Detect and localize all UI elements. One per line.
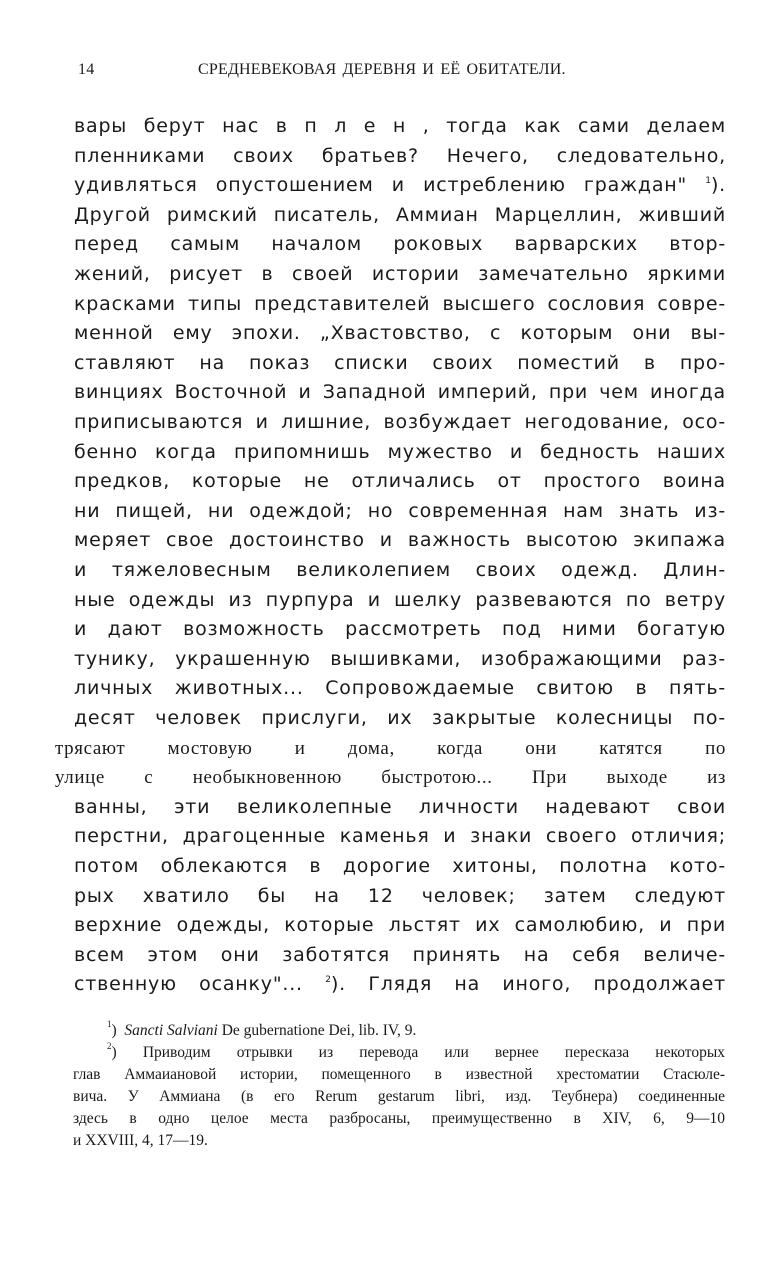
text-line: верхние одежды, которые льстят их самолюбию, и при [74,914,726,937]
text-line: десят человек прислуги, их закрытые колесницы по- [74,707,726,729]
footnote-ref-1: $^1$). [705,174,727,197]
text-line: и дают возможность рассмотреть под ними богатую [74,618,726,641]
text-line [74,171,726,201]
text-line: бенно когда припомнишь мужество и бедность наших [74,440,726,463]
footnote-text: здесь в одно целое места разбросаны, преимущественно в XIV, 6, 9—10 [73,1110,725,1127]
text-line: личных животных... Сопровождаемые свитою в пять- [74,677,726,700]
text-line: тунику, украшенную вышивками, изображающими раз- [74,647,726,670]
footnote-text: De gubernatione Dei, lib. IV, 9. [221,1022,417,1039]
page-header [0,58,778,86]
footnote-1: $^1$) Sancti Salviani De gubernatione Dei, lib. IV, 9. [107,1019,417,1039]
text-line-fragment: удивляться опустошением и истреблению граждан" [74,174,688,197]
text-line: меряет свое достоинство и важность высотою экипажа [74,529,726,552]
text-line: предков, которые не отличались от простого воина [74,470,726,493]
footnote-text: глав Аммаиановой истории, помещенного в известной хрестоматии Стасюле- [73,1066,725,1083]
text-line: Другой римский писатель, Аммиан Марцеллин, живший [74,203,726,226]
footnotes [73,1020,725,1152]
text-line: пленниками своих братьев? Нечего, следовательно, [74,144,726,167]
text-line: перстни, драгоценные каменья и знаки своего отличия; [74,825,726,848]
text-line: менной ему эпохи. „Хвастовство, с которым они вы- [74,322,726,345]
footnote-text: вича. У Аммиана (в его Rerum gestarum libri, изд. Теубнера) соединенные [73,1088,725,1105]
text-line-fragment: Глядя на иного, продолжает [368,973,726,996]
footnote-text: и XXVIII, 4, 17—19. [73,1132,208,1149]
text-line: улице с необыкновенною быстротою... При выходе из [55,767,726,789]
text-line: перед самым началом роковых варварских втор- [74,233,726,256]
footnote-mark: 1 [107,1019,112,1029]
text-line [74,970,726,1000]
text-line: винциях Восточной и Западной империй, при чем иногда [74,381,726,404]
text-line: вары берут нас в п л е н , тогда как сами делаем [74,115,726,137]
text-line: и тяжеловесным великолепием своих одежд. Длин- [74,559,726,581]
footnote-ref-2: $^2$). [325,973,347,996]
text-line: потом облекаются в дорогие хитоны, полотна кото- [74,855,726,877]
page-number: 14 [78,61,95,78]
text-line: жений, рисует в своей истории замечательно яркими [74,263,726,285]
text-line: рых хватило бы на 12 человек; затем следуют [74,884,726,907]
footnote-mark: 2 [107,1041,112,1051]
text-line-fragment: ственную осанку"... [74,973,303,996]
footnote-2: $^2$) Приводим отрывки из перевода или вернее пересказа некоторых [107,1041,726,1061]
text-line: трясают мостовую и дома, когда они катятся по [55,737,726,759]
text-line: ни пищей, ни одеждой; но современная нам знать из- [74,499,726,522]
text-line: ванны, эти великолепные личности надевают свои [74,795,726,818]
text-line: ставляют на показ списки своих поместий в про- [74,351,726,374]
text-line: красками типы представителей высшего сословия совре- [74,292,726,315]
running-title: СРЕДНЕВЕКОВАЯ ДЕРЕВНЯ И ЕЁ ОБИТАТЕЛИ. [198,61,566,78]
footnote-author: Sancti Salviani [124,1022,218,1039]
text-line: всем этом они заботятся принять на себя величе- [74,943,726,966]
text-line: ные одежды из пурпура и шелку развеваются по ветру [74,588,726,611]
footnote-text: Приводим отрывки из перевода или вернее пересказа некоторых [142,1044,726,1061]
text-line: приписываются и лишние, возбуждает негодование, осо- [74,411,726,433]
